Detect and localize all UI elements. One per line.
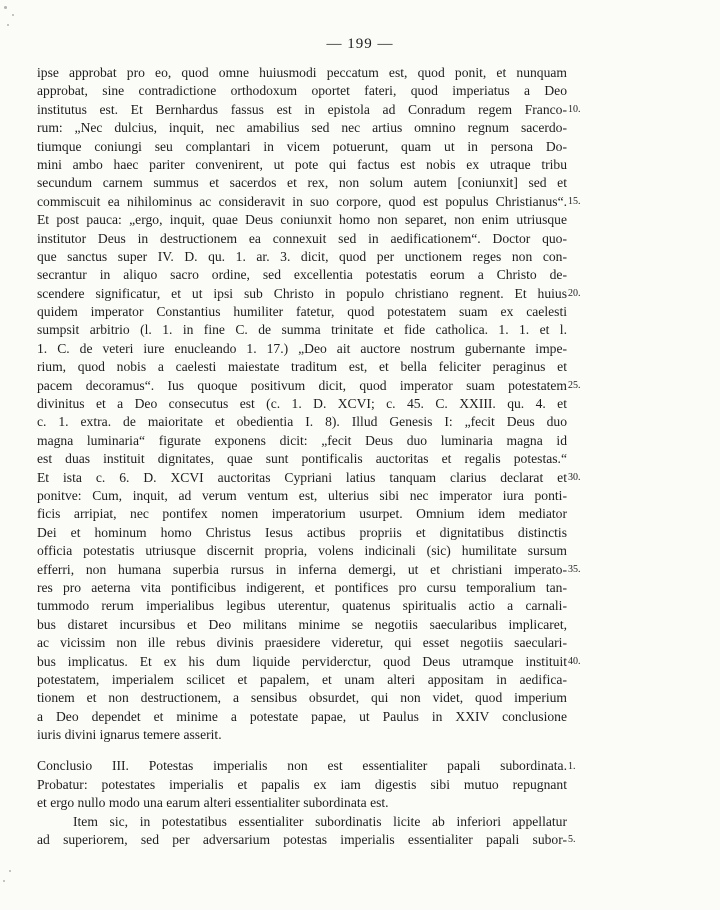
text-line: bus distaret incursibus et Deo militans minime se negotiis saecularibus implicaret,	[37, 616, 567, 632]
body-text	[37, 64, 567, 849]
text-line: bus implicatus. Et ex his dum liquide perviderctur, quod Deus utramque instituit	[37, 653, 567, 669]
text-line: ponitve: Cum, inquit, ad verum ventum est, ulterius sibi nec imperator iura ponti-	[37, 487, 567, 503]
text-line: 1. C. de veteri iure enucleando 1. 17.) „Deo ait auctore nostrum gubernante impe-	[37, 340, 567, 356]
text-line: approbat, sine contradictione orthodoxum oportet fateri, quod imperiatus a Deo	[37, 83, 567, 99]
scan-speckle	[4, 6, 7, 9]
text-line: sumpsit arbitrio (l. 1. in fine C. de summa trinitate et fide catholica. 1. 1. et l.	[37, 322, 567, 338]
text-line: tummodo rerum imperialibus legibus uterentur, quatenus spiritualis actio a carnali-	[37, 598, 567, 614]
margin-line-number: 15.	[568, 195, 581, 207]
text-line: c. 1. extra. de maioritate et obedientia I. 8). Illud Genesis I: „fecit Deus duo	[37, 414, 567, 430]
text-line: tionem et non destructionem, a sensibus obsurdet, qui non videt, quod imperium	[37, 690, 567, 706]
text-line: secundum carnem summus et sacerdos et rex, non solum autem [coniunxit] sed et	[37, 175, 567, 191]
text-line: scendere significatur, et ut ipsi sub Christo in populo christiano regnent. Et huius	[37, 285, 567, 301]
margin-line-number: 30.	[568, 471, 581, 483]
paragraph-gap	[37, 744, 567, 757]
margin-line-number: 35.	[568, 563, 581, 575]
text-line: rium, quod nobis a caelesti maiestate traditum est, et bella feliciter peraginus et	[37, 359, 567, 375]
scan-speckle	[12, 14, 14, 16]
conclusion-heading-line: Conclusio III. Potestas imperialis non est essentialiter papali subordinata.	[37, 758, 567, 774]
text-line: iuris divini ignarus temere asserit.	[37, 727, 222, 743]
text-line: et ergo nullo modo una earum alteri essentialiter subordinata est.	[37, 795, 389, 811]
text-line: officia potestatis utriusque discernit propria, volens indicinali (sic) humilitate sursum	[37, 543, 567, 559]
text-line: commiscuit ea nihilominus ac consideravit in suo corpore, quod est populus Christianus“.	[37, 193, 567, 209]
text-line: ipse approbat pro eo, quod omne huiusmodi peccatum est, quod ponit, et nunquam	[37, 65, 567, 80]
text-line: que sanctus super IV. D. qu. 1. ar. 3. dicit, quod per unctionem reges non con-	[37, 248, 567, 264]
text-line: Et post pauca: „ergo, inquit, quae Deus coniunxit homo non separet, non enim utriusque	[37, 212, 567, 228]
text-line: Et ista c. 6. D. XCVI auctoritas Cypriani latius tanquam clarius declarat et	[37, 469, 567, 485]
margin-line-number: 5.	[568, 834, 576, 846]
text-line: divinitus et a Deo consecutus est (c. 1. D. XCVI; c. 45. C. XXIII. qu. 4. et	[37, 396, 567, 412]
text-line: Dei et hominum homo Christus Iesus actibus propriis et dignitatibus distinctis	[37, 524, 567, 540]
text-line: tiumque coniungi seu complantari in vicem potuerunt, quam ut in persona Do-	[37, 138, 567, 154]
text-line: est duas instituit dignitates, quae sunt pontificalis auctoritas et regalis potestas.“	[37, 451, 567, 467]
text-line: Item sic, in potestatibus essentialiter subordinatis licite ab inferiori appellatur	[73, 813, 567, 829]
text-line: quidem imperator Constantius humiliter fatetur, quod potestatem suam ex caelesti	[37, 304, 567, 320]
margin-line-number: 40.	[568, 655, 581, 667]
scan-speckle	[3, 880, 5, 882]
text-line: potestatem, imperialem scilicet et papalem, et unam alteri appositam in aedifica-	[37, 671, 567, 687]
margin-line-number: 25.	[568, 379, 581, 391]
paragraph-1	[37, 64, 567, 744]
margin-line-number: 10.	[568, 103, 581, 115]
paragraph-2	[37, 757, 567, 849]
scan-speckle	[9, 870, 11, 872]
text-line: ad superiorem, sed per adversarium potestas imperialis essentialiter papali subor-	[37, 832, 567, 848]
text-line: Probatur: potestates imperialis et papalis ex iam digestis sibi mutuo repugnant	[37, 776, 567, 792]
text-line: ficis arripiat, nec pontifex nomen imperatorium usurpet. Omnium idem mediator	[37, 506, 567, 522]
text-line: pacem decoramus“. Ius quoque positivum dicit, quod imperator suam potestatem	[37, 377, 567, 393]
text-line: secrantur in aliquo sacro ordine, sed excellentia potestatis eorum a Christo de-	[37, 267, 567, 283]
margin-line-number: 1.	[568, 760, 576, 772]
text-line: magna luminaria“ figurate exponens dicit: „fecit Deus duo luminaria magna id	[37, 432, 567, 448]
page-number: — 199 —	[326, 36, 394, 52]
scan-speckle	[7, 24, 9, 26]
text-line: mini ambo haec pariter convenirent, ut pote qui factus est nobis ex utraque tribu	[37, 156, 567, 172]
text-line: institutor Deus in destructionem ea connexuit sed in aedificationem“. Doctor quo-	[37, 230, 567, 246]
text-line: efferri, non humana superbia rursus in inferna demergi, ut et christiani imperato-	[37, 561, 567, 577]
text-line: res pro aeterna vita pontificibus indigerent, et pontifices pro cursu temporalium tan-	[37, 579, 567, 595]
text-line: ac vicissim non ille rebus divinis praesidere videretur, qui esset negotiis saeculari-	[37, 635, 567, 651]
text-line: a Deo dependet et minime a potestate papae, ut Paulus in XXIV conclusione	[37, 708, 567, 724]
margin-line-number: 20.	[568, 287, 581, 299]
text-line: rum: „Nec dulcius, inquit, nec amabilius sed nec artius omnino regnum sacerdo-	[37, 120, 567, 136]
text-line: institutus est. Et Bernhardus fassus est in epistola ad Conradum regem Franco-	[37, 101, 567, 117]
